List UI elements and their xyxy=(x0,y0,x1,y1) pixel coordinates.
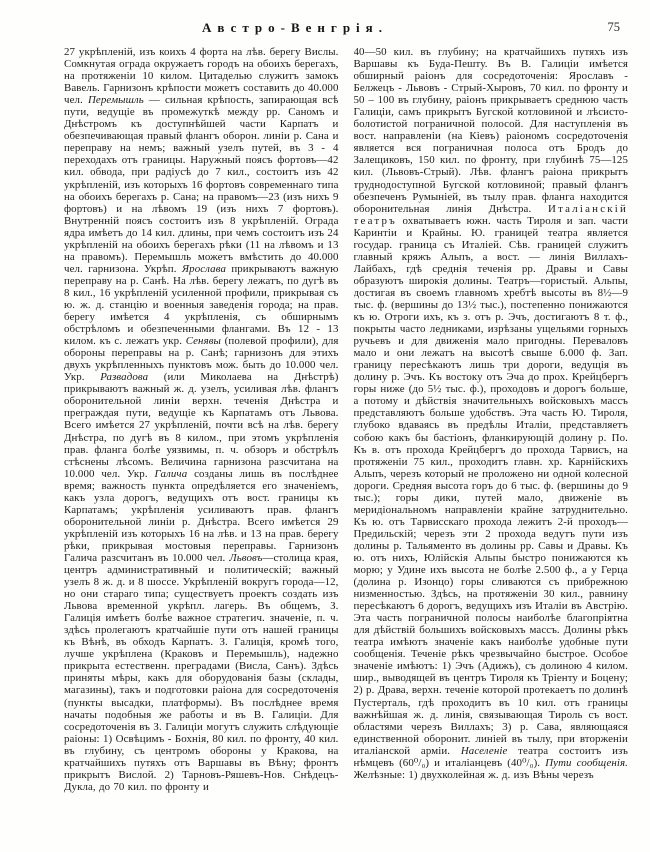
text-run: Населеніе xyxy=(460,744,508,757)
text-run: Желѣзные: 1) двухколейная ж. д. изъ Вѣны черезъ xyxy=(353,768,594,781)
text-run: Италіанскій театръ xyxy=(353,202,628,227)
text-run: — сильная крѣпость, запирающая всѣ пути, ведущіе въ промежуткѣ между рр. Саномъ и Днѣстромъ къ доступнѣйшей части Карпатъ и обезпечивающая правый флангъ оборон. линіи р. Сана и переправу на немъ; важный узелъ путей, въ 3 - 4 переходахъ отъ границы. Наружный поясъ фортовъ—42 кил. обвода, при радіусѣ до 7 кил., состоитъ изъ 42 укрѣпленій, изъ которыхъ 16 фортовъ современнаго типа на обоихъ берегахъ р. Сана; на правомъ—23 (изъ нихъ 9 фортовъ) и на лѣвомъ 19 (изъ нихъ 7 фортовъ). Внутренній поясъ состоитъ изъ 8 укрѣпленій. Ограда ядра имѣетъ до 14 кил. длины, при чемъ состоитъ изъ 24 укрѣпленій на обоихъ берегахъ рѣки (11 на лѣвомъ и 13 на правомъ). Перемышль можетъ вмѣстить до 40.000 чел. гарнизона. Укрѣп. xyxy=(64,94,339,275)
text-run: прикрываютъ важную переправу на р. Санѣ. На лѣв. берегу лежатъ, по дугѣ въ 8 кил., 16 укрѣпленій усиленной профили, прикрывая съ ю. ж. д. станцію и военныя заведенія города; на прав. берегу имѣется 4 укрѣпленія, съ обширнымъ обстрѣломъ и обезпеченными флангами. Въ 12 - 13 килом. къ с. лежатъ укр. xyxy=(64,262,339,348)
text-run: созданы лишь въ послѣднее время; важность пункта опредѣляется его значеніемъ, какъ узла дорогъ, ведущихъ отъ вост. границы къ Карпатамъ; укрѣпленія усиливаютъ прав. флангъ оборонительной линіи р. Днѣстра. Всего имѣется 29 укрѣпленій изъ которыхъ 16 на лѣв. и 13 на прав. берегу рѣки, прикрывая мостовыя переправы. Гарнизонъ Галича разсчитанъ въ 10.000 чел. xyxy=(64,467,339,564)
left-column xyxy=(64,46,339,794)
text-run: 27 укрѣпленій, изъ коихъ 4 форта на лѣв. берегу Вислы. Сомкнутая ограда окружаетъ городъ на обоихъ берегахъ, на протяженіи 10 килом. Цитаделью служитъ замокъ Вавель. Гарнизонъ крѣпости можетъ составить до 40.000 чел. xyxy=(64,46,339,107)
text-run: Развадова xyxy=(100,371,149,384)
text-run: театра состоитъ изъ нѣмцевъ (60⁰/₀) и италіанцевъ (40⁰/₀). xyxy=(353,744,628,769)
text-run: Ярослава xyxy=(181,262,226,275)
page-number: 75 xyxy=(607,20,620,34)
text-run: (полевой профили), для обороны переправы на р. Санѣ; гарнизонъ для этихъ двухъ укрѣпленныхъ пунктовъ мож. быть до 10.000 чел. Укр. xyxy=(64,335,339,384)
text-run: (или Миколаева на Днѣстрѣ) прикрываютъ важный ж. д. узелъ, усиливая лѣв. флангъ оборонительной линіи верхн. теченія Днѣстра и преграждая пути, ведущіе къ Карпатамъ отъ Львова. Всего имѣется 27 укрѣпленій, почти всѣ на лѣв. берегу Днѣстра, по дугѣ въ 8 килом., при этомъ укрѣпленія прав. фланга болѣе уязвимы, п. ч. обзоръ и обстрѣлъ стѣснены лѣсомъ. Величина гарнизона разсчитана на 10.000 чел. Укр. xyxy=(64,371,339,480)
text-run: Сенявы xyxy=(185,335,222,348)
text-run: 40—50 кил. въ глубину; на кратчайшихъ путяхъ изъ Варшавы къ Буда-Пешту. Въ В. Галиціи имѣется обширный раіонъ для сосредоточенія: Ярославъ - Белжецъ - Львовъ - Стрый-Хыровъ, 70 кил. по фронту и 50 – 100 въ глубину, раіонъ прикрываетъ среднюю часть Галиціи, самъ прикрытъ Бугской котловиной и лѣсисто-болотистой пограничной полосой. Для наступленія въ вост. направленіи (на Кіевъ) раіономъ сосредоточенія является вся пограничная полоса отъ Бродъ до Залещиковъ, 150 кил. по фронту, при глубинѣ 75—125 кил. (Львовъ-Стрый). Лѣв. флангъ раіона прикрытъ труднодоступной Бугской котловиной; правый флангъ обезпеченъ Румыніей, въ тылу прав. фланга находится оборонительная линія Днѣстра. xyxy=(353,46,628,215)
text-run: Галича xyxy=(154,467,188,480)
page-header xyxy=(0,20,650,38)
text-run: Львовъ xyxy=(229,551,263,564)
text-run: Пути сообщенія. xyxy=(545,756,628,769)
page-title: Австро-Венгрія. xyxy=(202,20,388,35)
text-run: Перемышль xyxy=(87,94,144,107)
right-column xyxy=(354,46,629,794)
text-run: охватываетъ южн. часть Тироля и зап. части Каринтіи и Крайны. Ю. границей театра является государ. граница съ Италіей. Сѣв. границей служитъ главный кряжъ Альпъ, а вост. — линія Виллахъ-Лайбахъ, гдѣ среднія теченія рр. Дравы и Савы образуютъ широкія долины. Театръ—гористый. Альпы, достигая въ своемъ главномъ хребтѣ высоты въ 8½—9 тыс. ф. (вершины до 13½ тыс.), постепенно понижаются къ ю. Отроги ихъ, къ з. отъ р. Эчъ, достигаютъ 8 т. ф., покрыты часто ледниками, изрѣзаны ущельями горныхъ ручьевъ и для движенія мало пригодны. Переваловъ мало и они лежатъ на высотѣ свыше 6.000 ф. Зап. границу пересѣкаютъ лишь три дороги, ведущія въ долину р. Эчъ. Къ востоку отъ Эча до прох. Крейцбергъ горы ниже (до 5½ тыс. ф.), проходовъ и дорогъ больше, а потому и дѣйствія значительныхъ войсковыхъ массъ представляютъ больше удобствъ. Эта часть Ю. Тироля, глубоко вдаваясь въ предѣлы Италіи, представляетъ собою какъ бы бастіонъ, фланкирующій долину р. По. Къ в. отъ прохода Крейцбергъ до прохода Тарвисъ, на протяженіи 75 кил., проходитъ главн. хр. Карнійскихъ Альпъ, черезъ который не проложено ни одной колесной дороги. Средняя высота горъ до 6 тыс. ф. (вершины до 9 тыс.); горы дики, путей мало, движеніе въ меридіональномъ направленіи крайне затруднительно. Къ ю. отъ Тарвисскаго прохода лежитъ 2-й проходъ—Предильскій; черезъ эти 2 прохода ведутъ пути изъ долины р. Тальяменто въ долины рр. Савы и Дравы. Къ ю. отъ нихъ, Юлійскія Альпы быстро понижаются къ морю; у Удине ихъ высота не болѣе 2.500 ф., а у Герца (долина р. Изонцо) горы сливаются съ прибрежною низменностью. Здѣсь, на протяженіи 30 кил., равнину пересѣкаютъ 6 дорогъ, ведущихъ изъ Италіи въ Австрію. Эта часть пограничной полосы наиболѣе благопріятна для дѣйствій большихъ войсковыхъ массъ. Долины рѣкъ театра имѣютъ значеніе какъ наиболѣе удобные пути сообщенія. Теченіе рѣкъ чрезвычайно быстрое. Особое значеніе имѣютъ: 1) Эчъ (Адижъ), съ долиною 4 килом. шир., выводящей въ центръ Тироля къ Тріенту и Боцену; 2) р. Драва, верхн. теченіе которой протекаетъ по долинѣ Пустерталь, гдѣ проходитъ въ 10 кил. отъ границы важнѣйшая ж. д. линія, связывающая Тироль съ вост. областями черезъ Виллахъ; 3) р. Сава, являющаяся единственной оборонит. линіей въ тылу, при вторженіи италіанской арміи. xyxy=(353,214,628,757)
text-run: —столица края, центръ административный и политическій; важный узелъ 8 ж. д. и 8 шоссе. Укрѣпленій вокругъ города—12, но они стараго типа; существуетъ проектъ создать изъ Львова временной укрѣпл. лагерь. Въ общемъ, З. Галиція имѣетъ болѣе важное стратегич. значеніе, п. ч. здѣсь пролегаютъ кратчайшіе пути отъ нашей границы къ Вѣнѣ, въ обходъ Карпатъ. З. Галиція, кромѣ того, лучше укрѣплена (Краковъ и Перемышль), надежно прикрыта естественн. преградами (Висла, Санъ). Здѣсь приняты мѣры, какъ для оборудованія базы (склады, магазины), такъ и подготовки раіона для сосредоточенія (пункты высадки, платформы). Въ послѣднее время начаты подобныя же работы и въ В. Галиціи. Для сосредоточенія въ З. Галиціи могутъ служить слѣдующіе раіоны: 1) Освѣцимъ - Бохнія, 80 кил. по фронту, 40 кил. въ глубину, съ центромъ обороны у Кракова, на кратчайшихъ путяхъ отъ Варшавы въ Вѣну; фронтъ прикрытъ Вислой. 2) Тарновъ-Ряшевъ-Нов. Снѣдецъ-Дукла, до 70 кил. по фронту и xyxy=(64,551,339,793)
text-columns xyxy=(64,46,628,794)
